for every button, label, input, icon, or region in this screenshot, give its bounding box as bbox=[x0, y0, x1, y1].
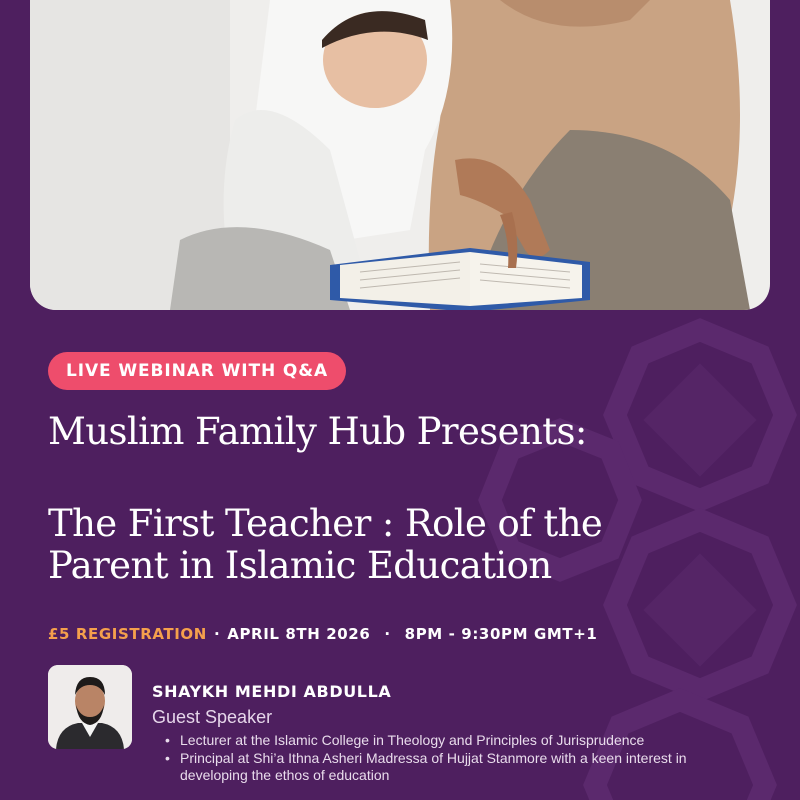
registration-price: £5 REGISTRATION bbox=[48, 625, 207, 643]
speaker-bio-list bbox=[165, 732, 745, 785]
event-time: 8PM - 9:30PM GMT+1 bbox=[404, 625, 598, 643]
list-item: • Lecturer at the Islamic College in Theology and Principles of Jurisprudence bbox=[165, 732, 745, 749]
live-webinar-badge: LIVE WEBINAR WITH Q&A bbox=[48, 352, 346, 390]
speaker-name: SHAYKH MEHDI ABDULLA bbox=[152, 682, 392, 701]
event-date: APRIL 8TH 2026 bbox=[227, 625, 371, 643]
event-title-line2: Parent in Islamic Education bbox=[48, 544, 552, 587]
speaker-portrait bbox=[48, 665, 132, 749]
parent-child-reading-illustration bbox=[30, 0, 770, 310]
separator: · bbox=[213, 625, 221, 643]
presenter-heading: Muslim Family Hub Presents: bbox=[48, 410, 587, 453]
speaker-role: Guest Speaker bbox=[152, 707, 273, 727]
speaker-avatar bbox=[48, 665, 132, 749]
separator: · bbox=[384, 625, 391, 643]
event-details bbox=[48, 624, 597, 644]
hero-photo bbox=[30, 0, 770, 310]
list-item: • Principal at Shi’a Ithna Asheri Madressa of Hujjat Stanmore with a keen interest in developing the ethos of education bbox=[165, 750, 745, 784]
event-title-line1: The First Teacher : Role of the bbox=[48, 502, 603, 545]
